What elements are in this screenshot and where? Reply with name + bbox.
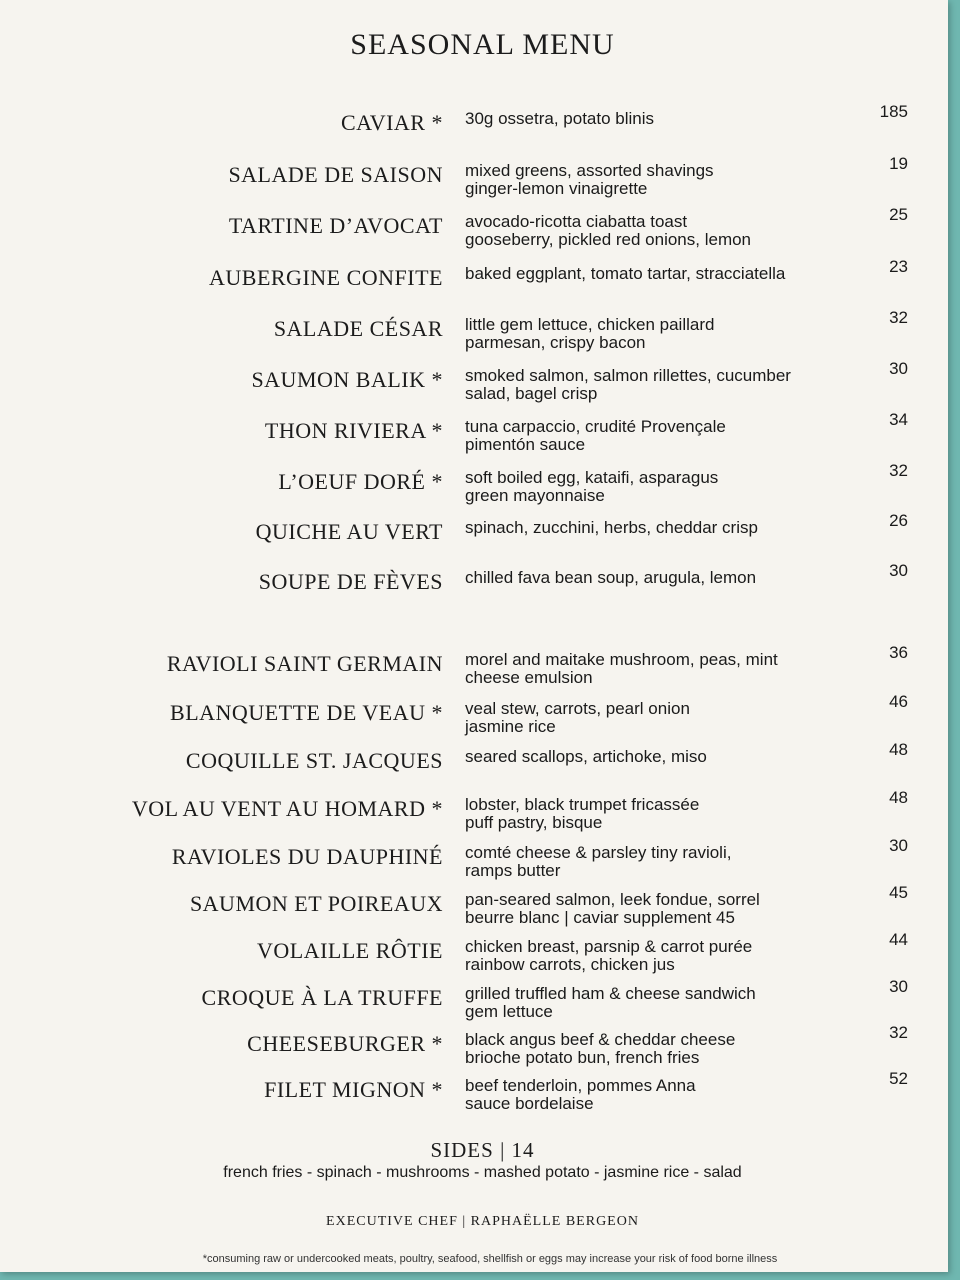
menu-item [0,977,948,1029]
menu-item-name: SALADE DE SAISON [228,162,443,187]
menu-item-description-line: baked eggplant, tomato tartar, stracciatella [465,264,786,283]
food-safety-footnote: *consuming raw or undercooked meats, poultry, seafood, shellfish or eggs may increase your risk of food borne illness [202,1253,778,1265]
menu-item-description-line: beurre blanc | caviar supplement 45 [465,908,735,927]
menu-item-name: COQUILLE ST. JACQUES [185,748,443,773]
menu-item-name: BLANQUETTE DE VEAU * [170,700,443,725]
menu-item-description-line: morel and maitake mushroom, peas, mint [465,650,778,669]
menu-item-price: 26 [889,511,908,530]
menu-item-description [465,1031,860,1067]
menu-item-price: 32 [889,1023,908,1042]
menu-item-description-line: seared scallops, artichoke, miso [465,747,707,766]
menu-item-description-line: smoked salmon, salmon rillettes, cucumber [465,366,791,385]
menu-item-name: FILET MIGNON * [264,1077,443,1102]
menu-item-price: 48 [889,740,908,759]
menu-item-price: 30 [889,359,908,378]
menu-item-description [465,162,860,198]
menu-item-description-line: black angus beef & cheddar cheese [465,1030,736,1049]
menu-item-description [465,844,860,880]
menu-item [0,511,948,563]
menu-item-name: CHEESEBURGER * [247,1031,443,1056]
menu-item-description [465,469,860,505]
menu-item-description [465,316,860,352]
menu-item-name: SALADE CÉSAR [273,316,443,341]
menu-item-price: 46 [889,692,908,711]
menu-item [0,561,948,613]
menu-item [0,788,948,840]
menu-item-price: 25 [889,205,908,224]
menu-item-description-line: gem lettuce [465,1002,553,1021]
menu-item-name: SAUMON ET POIREAUX [189,891,443,916]
menu-item-description [465,700,860,736]
menu-item-name: CAVIAR * [340,110,443,135]
menu-item-name: RAVIOLES DU DAUPHINÉ [171,844,443,869]
menu-item [0,257,948,309]
menu-item-description [465,418,860,454]
menu-item [0,1023,948,1075]
menu-item-description-line: spinach, zucchini, herbs, cheddar crisp [465,518,758,537]
menu-item-description-line: pimentón sauce [465,435,586,454]
menu-item-description-line: parmesan, crispy bacon [465,333,646,352]
menu-item-price: 30 [889,561,908,580]
menu-item-description [465,985,860,1021]
menu-item [0,410,948,462]
menu-item-name: SOUPE DE FÈVES [258,569,443,594]
menu-item [0,692,948,744]
menu-item-description-line: avocado-ricotta ciabatta toast [465,212,688,231]
menu-item-description [465,651,860,687]
menu-item-price: 45 [889,883,908,902]
menu-item-description [465,265,860,283]
menu-item-description-line: beef tenderloin, pommes Anna [465,1076,696,1095]
menu-item-description-line: puff pastry, bisque [465,813,603,832]
menu-item-description-line: grilled truffled ham & cheese sandwich [465,984,756,1003]
menu-item-description-line: little gem lettuce, chicken paillard [465,315,715,334]
menu-item-description-line: comté cheese & parsley tiny ravioli, [465,843,732,862]
menu-item-description-line: ginger-lemon vinaigrette [465,179,648,198]
menu-item-description [465,213,860,249]
menu-item-description-line: rainbow carrots, chicken jus [465,955,675,974]
menu-item-description [465,519,860,537]
menu-item [0,461,948,513]
menu-item-description-line: pan-seared salmon, leek fondue, sorrel [465,890,760,909]
menu-item-price: 23 [889,257,908,276]
menu-item-description-line: 30g ossetra, potato blinis [465,109,655,128]
menu-item-description [465,796,860,832]
menu-item-description-line: veal stew, carrots, pearl onion [465,699,690,718]
menu-item-price: 52 [889,1069,908,1088]
menu-item [0,1069,948,1121]
menu-item-name: TARTINE D’AVOCAT [228,213,443,238]
menu-item-description-line: tuna carpaccio, crudité Provençale [465,417,726,436]
menu-item-description-line: gooseberry, pickled red onions, lemon [465,230,752,249]
menu-item-description-line: green mayonnaise [465,486,605,505]
sides-title: SIDES | 14 [430,1138,535,1162]
menu-item [0,308,948,360]
menu-item-price: 34 [889,410,908,429]
menu-item-price: 36 [889,643,908,662]
menu-item-price: 44 [889,930,908,949]
menu-item-description [465,938,860,974]
menu-item-description-line: salad, bagel crisp [465,384,598,403]
menu-item-description-line: soft boiled egg, kataifi, asparagus [465,468,719,487]
menu-item-description-line: mixed greens, assorted shavings [465,161,714,180]
menu-item-name: CROQUE À LA TRUFFE [201,985,443,1010]
menu-item-price: 185 [879,102,908,121]
menu-item-name: SAUMON BALIK * [251,367,443,392]
menu-item-description-line: brioche potato bun, french fries [465,1048,700,1067]
menu-item-price: 19 [889,154,908,173]
menu-title: SEASONAL MENU [350,28,615,61]
menu-item [0,883,948,935]
menu-item [0,359,948,411]
menu-item-description [465,748,860,766]
menu-item-description-line: ramps butter [465,861,561,880]
menu-item-description [465,1077,860,1113]
executive-chef-credit: EXECUTIVE CHEF | RAPHAËLLE BERGEON [326,1214,639,1229]
menu-item-description-line: cheese emulsion [465,668,593,687]
menu-item-description [465,367,860,403]
menu-item-description-line: lobster, black trumpet fricassée [465,795,700,814]
menu-item-price: 32 [889,461,908,480]
menu-item-name: QUICHE AU VERT [255,519,443,544]
menu-item-price: 48 [889,788,908,807]
menu-item [0,740,948,792]
menu-item-description [465,110,860,128]
menu-item-description [465,569,860,587]
menu-item-name: VOLAILLE RÔTIE [256,938,443,963]
menu-item-description-line: chilled fava bean soup, arugula, lemon [465,568,757,587]
menu-item-description [465,891,860,927]
menu-item-price: 30 [889,977,908,996]
menu-item-name: VOL AU VENT AU HOMARD * [131,796,443,821]
menu-item-price: 32 [889,308,908,327]
menu-item-name: THON RIVIERA * [264,418,443,443]
menu-item [0,930,948,982]
menu-item-description-line: sauce bordelaise [465,1094,594,1113]
menu-item [0,836,948,888]
menu-item [0,102,948,154]
menu-item-name: L’OEUF DORÉ * [278,469,443,494]
menu-item-description-line: chicken breast, parsnip & carrot purée [465,937,753,956]
menu-item [0,205,948,257]
menu-item-name: RAVIOLI SAINT GERMAIN [166,651,443,676]
menu-item [0,154,948,206]
sides-items: french fries - spinach - mushrooms - mashed potato - jasmine rice - salad [223,1164,742,1181]
menu-item-name: AUBERGINE CONFITE [209,265,443,290]
menu-item-description-line: jasmine rice [465,717,556,736]
menu-item [0,643,948,695]
menu-item-price: 30 [889,836,908,855]
